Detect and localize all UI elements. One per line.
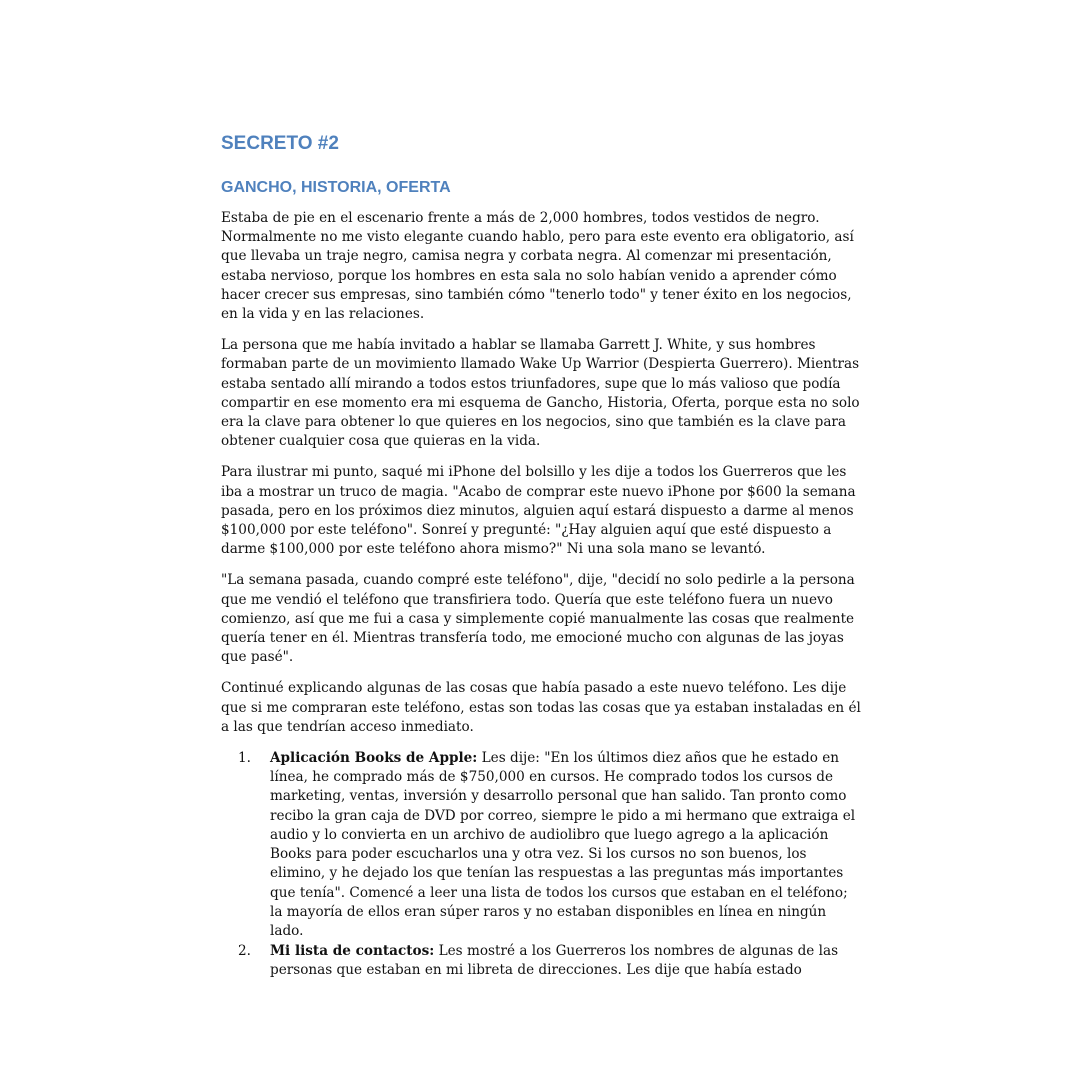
list-item <box>221 942 861 980</box>
list-item-title: Aplicación Books de Apple: <box>270 750 478 767</box>
list-item-text: Les mostré a los Guerreros los nombres de algunas de las personas que estaban en mi libreta de direcciones. Les dije que había estado <box>270 943 839 979</box>
list-item-title: Mi lista de contactos: <box>270 943 435 960</box>
body-paragraph: Estaba de pie en el escenario frente a más de 2,000 hombres, todos vestidos de negro. Normalmente no me visto elegante cuando hablo, pero para este evento era obligatorio, así que llevaba un traje negro, camisa negra y corbata negra. Al comenzar mi presentación, estaba nervioso, porque los hombres en esta sala no solo habían venido a aprender cómo hacer crecer sus empresas, sino también cómo "tenerlo todo" y tener éxito en los negocios, en la vida y en las relaciones. <box>221 210 854 323</box>
list-item-number: 2. <box>238 943 251 960</box>
numbered-list <box>221 749 861 980</box>
list-item-number: 1. <box>238 750 251 767</box>
document-page <box>221 131 861 982</box>
list-item-text: Les dije: "En los últimos diez años que he estado en línea, he comprado más de $750,000 en cursos. He comprado todos los cursos de marketing, ventas, inversión y desarrollo personal que han salido. Tan pronto como recibo la gran caja de DVD por correo, siempre le pido a mi hermano que extraiga el audio y lo convierta en un archivo de audiolibro que luego agrego a la aplicación Books para poder escucharlos una y otra vez. Si los cursos no son buenos, los elimino, y he dejado los que tenían las respuestas a las preguntas más importantes que tenía". Comencé a leer una lista de todos los cursos que estaban en el teléfono; la mayoría de ellos eran súper raros y no estaban disponibles en línea en ningún lado. <box>270 750 856 939</box>
page-title: SECRETO #2 <box>221 133 339 154</box>
section-subheading: GANCHO, HISTORIA, OFERTA <box>221 179 451 196</box>
body-paragraph: Para ilustrar mi punto, saqué mi iPhone del bolsillo y les dije a todos los Guerreros que les iba a mostrar un truco de magia. "Acabo de comprar este nuevo iPhone por $600 la semana pasada, pero en los próximos diez minutos, alguien aquí estará dispuesto a darme al menos $100,000 por este teléfono". Sonreí y pregunté: "¿Hay alguien aquí que esté dispuesto a darme $100,000 por este teléfono ahora mismo?" Ni una sola mano se levantó. <box>221 464 856 558</box>
body-paragraph: "La semana pasada, cuando compré este teléfono", dije, "decidí no solo pedirle a la persona que me vendió el teléfono que transfiriera todo. Quería que este teléfono fuera un nuevo comienzo, así que me fui a casa y simplemente copié manualmente las cosas que realmente quería tener en él. Mientras transfería todo, me emocioné mucho con algunas de las joyas que pasé". <box>221 572 855 666</box>
body-paragraph: La persona que me había invitado a hablar se llamaba Garrett J. White, y sus hombres formaban parte de un movimiento llamado Wake Up Warrior (Despierta Guerrero). Mientras estaba sentado allí mirando a todos estos triunfadores, supe que lo más valioso que podía compartir en ese momento era mi esquema de Gancho, Historia, Oferta, porque esta no solo era la clave para obtener lo que quieres en los negocios, sino que también es la clave para obtener cualquier cosa que quieras en la vida. <box>221 337 860 450</box>
list-item <box>221 749 861 941</box>
body-paragraph: Continué explicando algunas de las cosas que había pasado a este nuevo teléfono. Les dije que si me compraran este teléfono, estas son todas las cosas que ya estaban instaladas en él a las que tendrían acceso inmediato. <box>221 680 861 735</box>
